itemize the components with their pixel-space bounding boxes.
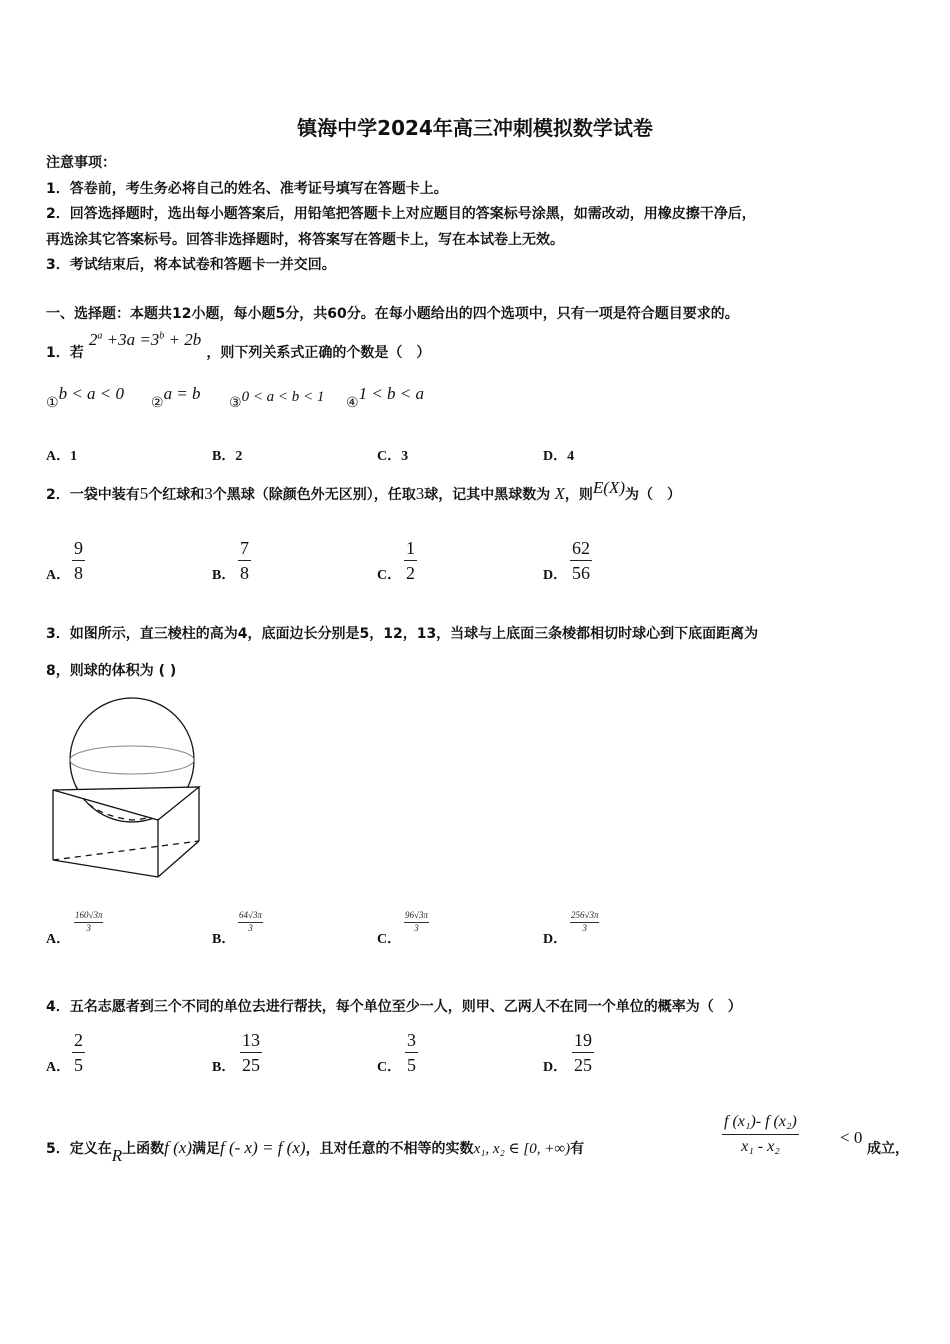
q1-statement: ③0 < a < b < 1: [229, 389, 325, 411]
prism-edge: [53, 860, 158, 877]
sphere-prism-figure: [46, 690, 211, 885]
q4-option-a-fraction[interactable]: $\frac{2}{5}$: [74, 1030, 83, 1075]
q2-expectation: E(X): [592, 478, 625, 497]
q2-option-b-fraction[interactable]: $\frac{7}{8}$: [240, 538, 249, 583]
q2-option-a-label[interactable]: A．: [46, 568, 71, 583]
q5-inequality: < 0: [840, 1128, 863, 1147]
q1-statement: ④1 < b < a: [346, 384, 425, 411]
q4-option-a-label[interactable]: A．: [46, 1060, 71, 1075]
q3-option-a-fraction[interactable]: $\frac{160√3\pi}{3}$: [75, 910, 103, 933]
q4-option-c-label[interactable]: C．: [377, 1060, 402, 1075]
q2-option-d-fraction[interactable]: $\frac{62}{56}$: [572, 538, 590, 583]
notice-item: 2．回答选择题时，选出每小题答案后，用铅笔把答题卡上对应题目的答案标号涂黑，如需改动，用橡皮擦干净后，: [46, 206, 756, 222]
q1-option-b[interactable]: B．2: [212, 449, 243, 464]
q3-option-d-label[interactable]: D．: [543, 932, 568, 947]
prism-edge: [158, 841, 199, 877]
prism-top-face: [53, 787, 199, 820]
prism-hidden-edge: [53, 841, 199, 860]
section-heading: 一、选择题：本题共12小题，每小题5分，共60分。在每小题给出的四个选项中，只有一项是符合题目要求的。: [46, 306, 739, 322]
q3-option-a-label[interactable]: A．: [46, 932, 71, 947]
q1-equation: $2^a +3a =3^b + 2b$: [88, 330, 202, 349]
q4-option-d-fraction[interactable]: $\frac{19}{25}$: [574, 1030, 592, 1075]
q5-difference-quotient: $\frac{\text{f (x₁)- f (x₂)}}{\text{x₁ - x₂}}$: [724, 1113, 797, 1155]
q4-option-b-label[interactable]: B．: [212, 1060, 236, 1075]
q3-option-b-label[interactable]: B．: [212, 932, 236, 947]
q4-option-d-label[interactable]: D．: [543, 1060, 568, 1075]
q2-option-c-fraction[interactable]: $\frac{1}{2}$: [406, 538, 415, 583]
q2-option-d-label[interactable]: D．: [543, 568, 568, 583]
q1-option-d[interactable]: D．4: [543, 449, 575, 464]
q3-option-b-fraction[interactable]: $\frac{64√3\pi}{3}$: [239, 910, 262, 933]
question-3-stem-line1: 3．如图所示，直三棱柱的高为4，底面边长分别是5，12，13，当球与上底面三条棱都相切时球心到下底面距离为: [46, 626, 759, 642]
q1-statement: ②a = b: [151, 384, 201, 411]
q3-option-c-label[interactable]: C．: [377, 932, 402, 947]
sphere-equator: [70, 746, 194, 774]
q1-suffix: ，则下列关系式正确的个数是（ ）: [206, 345, 431, 361]
q4-option-b-fraction[interactable]: $\frac{13}{25}$: [242, 1030, 260, 1075]
question-1-stem: [46, 330, 430, 360]
question-2-stem: 2．一袋中装有5个红球和3个黑球（除颜色外无区别），任取3球，记其中黑球数为 X，则E(X)为（ ）: [46, 478, 681, 503]
notice-item: 再选涂其它答案标号。回答非选择题时，将答案写在答题卡上，写在本试卷上无效。: [46, 232, 564, 248]
q1-prefix: 1．若: [46, 345, 84, 361]
q2-option-b-label[interactable]: B．: [212, 568, 236, 583]
notice-item: 3．考试结束后，将本试卷和答题卡一并交回。: [46, 257, 336, 273]
q5-suffix: 成立，: [867, 1141, 909, 1157]
q1-option-c[interactable]: C．3: [377, 449, 409, 464]
q4-option-c-fraction[interactable]: $\frac{3}{5}$: [407, 1030, 416, 1075]
question-4-stem: 4．五名志愿者到三个不同的单位去进行帮扶，每个单位至少一人，则甲、乙两人不在同一个单位的概率为（ ）: [46, 999, 742, 1015]
q2-option-c-label[interactable]: C．: [377, 568, 402, 583]
page-title: 镇海中学2024年高三冲刺模拟数学试卷: [297, 116, 653, 140]
q1-statement: ①b < a < 0: [46, 384, 125, 411]
q2-option-a-fraction[interactable]: $\frac{9}{8}$: [74, 538, 83, 583]
q3-option-d-fraction[interactable]: $\frac{256√3\pi}{3}$: [571, 910, 599, 933]
question-3-stem-line2: 8，则球的体积为 ( ): [46, 663, 177, 679]
q3-option-c-fraction[interactable]: $\frac{96√3\pi}{3}$: [405, 910, 428, 933]
question-5-stem: 5．定义在R上函数f (x)满足f (- x) = f (x)，且对任意的不相等的实数x₁, x₂ ∈ [0, +∞)有: [46, 1138, 585, 1165]
q1-option-a[interactable]: A．1: [46, 449, 78, 464]
notice-heading: 注意事项：: [46, 155, 116, 171]
notice-item: 1．答卷前，考生务必将自己的姓名、准考证号填写在答题卡上。: [46, 181, 448, 197]
